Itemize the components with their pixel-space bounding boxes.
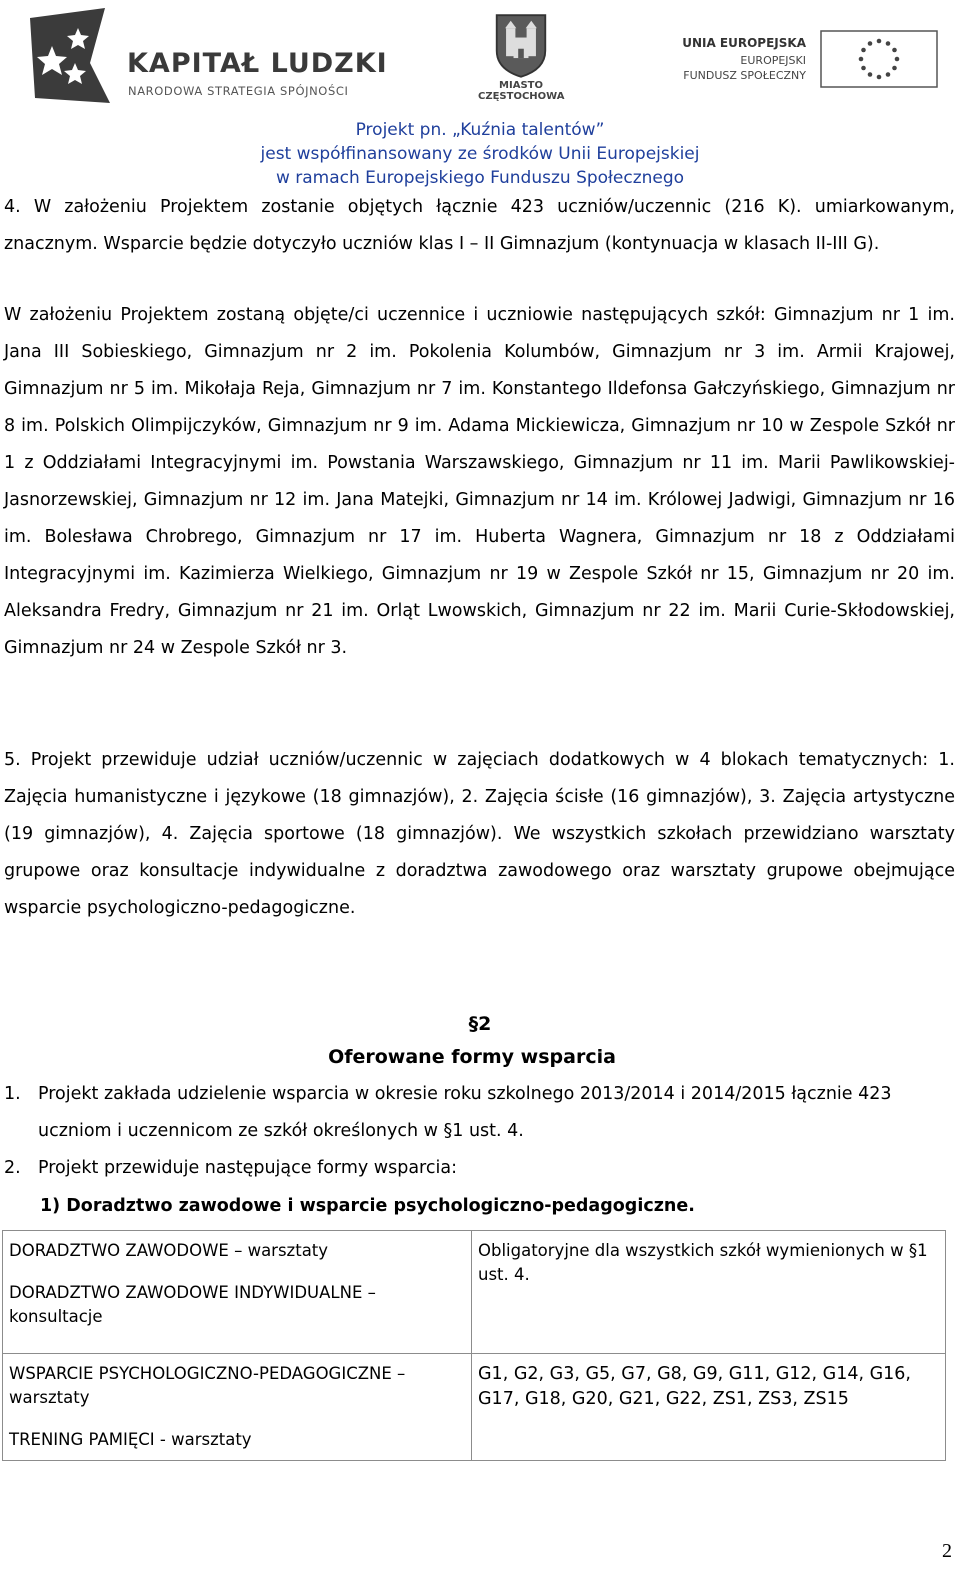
- table-cell-text: DORADZTWO ZAWODOWE INDYWIDUALNE – konsultacje: [9, 1283, 376, 1326]
- city-label-line2: CZĘSTOCHOWA: [478, 91, 565, 102]
- table-cell-text: WSPARCIE PSYCHOLOGICZNO-PEDAGOGICZNE – warsztaty: [9, 1364, 406, 1407]
- list-item-number: 2.: [4, 1158, 21, 1178]
- list-item-text: Projekt przewiduje następujące formy wsparcia:: [38, 1158, 457, 1178]
- table-row: [3, 1354, 946, 1461]
- project-caption-line2: jest współfinansowany ze środków Unii Europejskiej: [260, 144, 700, 164]
- kapital-ludzki-tagline: NARODOWA STRATEGIA SPÓJNOŚCI: [128, 84, 349, 98]
- paragraph-5: [4, 742, 955, 927]
- page-number: 2: [942, 1540, 952, 1562]
- kapital-ludzki-emblem-icon: [20, 8, 120, 108]
- eu-label-line3: FUNDUSZ SPOŁECZNY: [683, 69, 806, 82]
- kapital-ludzki-name: KAPITAŁ LUDZKI: [127, 48, 388, 79]
- eu-logo: [682, 30, 938, 100]
- paragraph-5-text: 5. Projekt przewiduje udział uczniów/uczennic w zajęciach dodatkowych w 4 blokach tematycznych: 1. Zajęcia humanistyczne i językowe (18 gimnazjów), 2. Zajęcia ścisłe (16 gimnazjów), 3. Zajęcia artystyczne (19 gimnazjów), 4. Zajęcia sportowe (18 gimnazjów). We wszystkich szkołach przewidziano warsztaty grupowe oraz konsultacje indywidualne z doradztwa zawodowego oraz warsztaty grupowe obejmujące wsparcie psychologiczno-pedagogiczne.: [4, 750, 955, 918]
- list-item: [4, 1150, 955, 1187]
- project-caption-line1: Projekt pn. „Kuźnia talentów”: [355, 120, 605, 140]
- list-item-text: Projekt zakłada udzielenie wsparcia w okresie roku szkolnego 2013/2014 i 2014/2015 łącznie 423 uczniom i uczennicom ze szkół określonych w §1 ust. 4.: [38, 1084, 892, 1141]
- kapital-ludzki-logo: [20, 8, 388, 108]
- schools-paragraph-text: W założeniu Projektem zostaną objęte/ci uczennice i uczniowie następujących szkół: Gimnazjum nr 1 im. Jana III Sobieskiego, Gimnazjum nr 2 im. Pokolenia Kolumbów, Gimnazjum nr 3 im. Armii Krajowej, Gimnazjum nr 5 im. Mikołaja Reja, Gimnazjum nr 7 im. Konstantego Ildefonsa Gałczyńskiego, Gimnazjum nr 8 im. Polskich Olimpijczyków, Gimnazjum nr 9 im. Adama Mickiewicza, Gimnazjum nr 10 w Zespole Szkół nr 1 z Oddziałami Integracyjnymi im. Powstania Warszawskiego, Gimnazjum nr 11 im. Marii Pawlikowskiej-Jasnorzewskiej, Gimnazjum nr 12 im. Jana Matejki, Gimnazjum nr 14 im. Królowej Jadwigi, Gimnazjum nr 16 im. Bolesława Chrobrego, Gimnazjum nr 17 im. Huberta Wagnera, Gimnazjum nr 18 z Oddziałami Integracyjnymi im. Kazimierza Wielkiego, Gimnazjum nr 19 w Zespole Szkół nr 15, Gimnazjum nr 20 im. Aleksandra Fredry, Gimnazjum nr 21 im. Orląt Lwowskich, Gimnazjum nr 22 im. Marii Curie-Skłodowskiej, Gimnazjum nr 24 w Zespole Szkół nr 3.: [4, 305, 955, 658]
- section-title: Oferowane formy wsparcia: [328, 1046, 616, 1068]
- table-row: [3, 1231, 946, 1354]
- support-table: [2, 1230, 946, 1461]
- czestochowa-logo: [478, 10, 564, 110]
- eu-label-line1: UNIA EUROPEJSKA: [682, 36, 806, 50]
- table-cell: [3, 1231, 472, 1354]
- project-caption: [180, 118, 780, 190]
- eu-label-line2: EUROPEJSKI: [740, 54, 806, 67]
- city-label-line1: MIASTO: [499, 80, 543, 91]
- list-item-number: 1.: [4, 1084, 21, 1104]
- paragraph-4-text: 4. W założeniu Projektem zostanie objętych łącznie 423 uczniów/uczennic (216 K). umiarkowanym, znacznym. Wsparcie będzie dotyczyło uczniów klas I – II Gimnazjum (kontynuacja w klasach II-III G).: [4, 197, 955, 254]
- project-caption-line3: w ramach Europejskiego Funduszu Społecznego: [275, 168, 685, 188]
- table-cell-text: Obligatoryjne dla wszystkich szkół wymienionych w §1 ust. 4.: [478, 1241, 928, 1284]
- eu-flag-icon: [820, 30, 938, 88]
- table-cell-text: G1, G2, G3, G5, G7, G8, G9, G11, G12, G14, G16, G17, G18, G20, G21, G22, ZS1, ZS3, ZS15: [478, 1364, 911, 1409]
- table-cell: [472, 1231, 946, 1354]
- table-cell-text: DORADZTWO ZAWODOWE – warsztaty: [9, 1241, 329, 1260]
- table-cell-text: TRENING PAMIĘCI - warsztaty: [9, 1430, 252, 1449]
- table-cell: [472, 1354, 946, 1461]
- schools-paragraph: [4, 297, 955, 667]
- paragraph-4: [4, 189, 955, 263]
- list-item: [4, 1076, 955, 1150]
- table-cell: [3, 1354, 472, 1461]
- support-subheading: 1) Doradztwo zawodowe i wsparcie psychologiczno-pedagogiczne.: [40, 1196, 695, 1216]
- city-coat-of-arms-icon: [493, 10, 549, 80]
- section-sign: §2: [468, 1013, 492, 1035]
